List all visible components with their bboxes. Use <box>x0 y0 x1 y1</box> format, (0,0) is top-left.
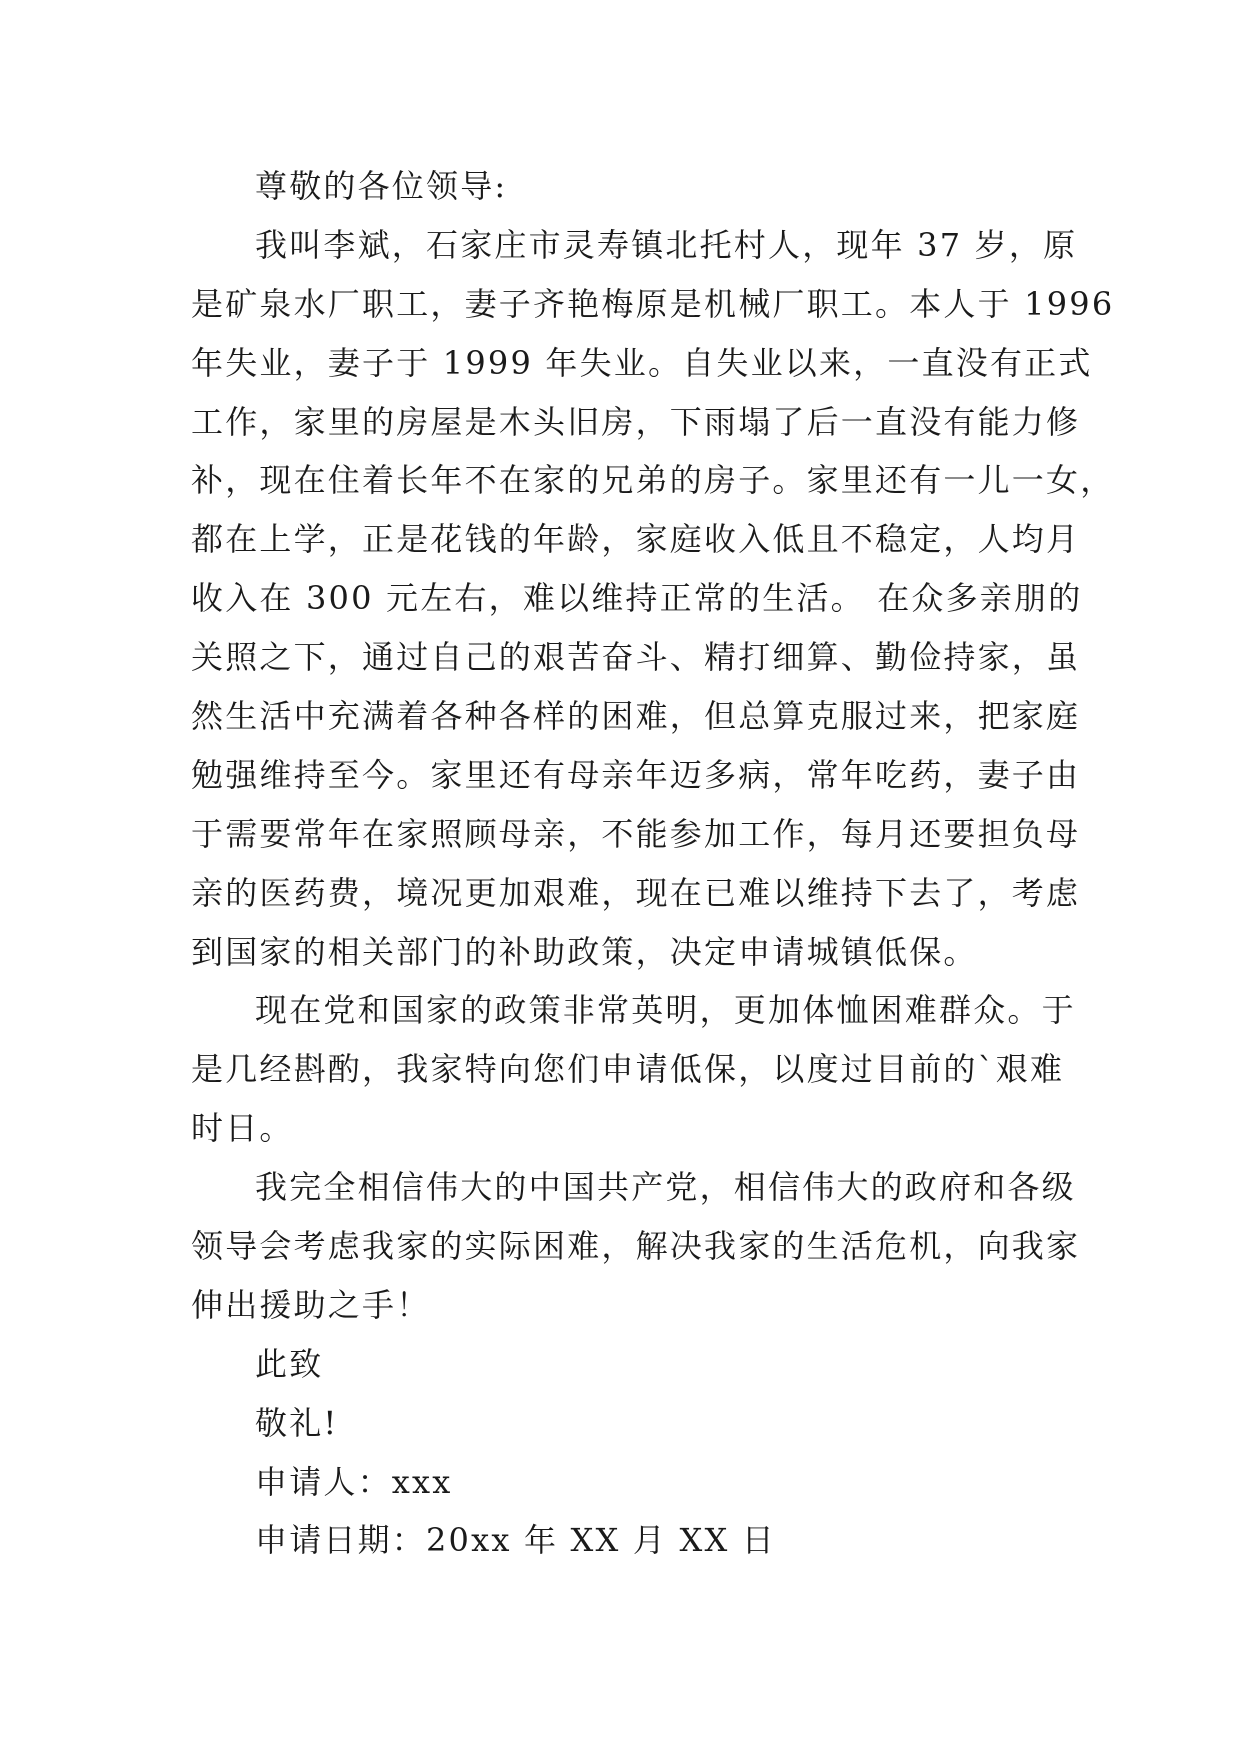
paragraph-line: 工作，家里的房屋是木头旧房，下雨塌了后一直没有能力修 <box>191 402 1081 441</box>
paragraph-line: 领导会考虑我家的实际困难，解决我家的生活危机，向我家 <box>191 1227 1081 1266</box>
paragraph-line: 年失业，妻子于 1999 年失业。自失业以来，一直没有正式 <box>191 343 1093 382</box>
paragraph-line: 到国家的相关部门的补助政策，决定申请城镇低保。 <box>191 932 978 971</box>
application-date: 申请日期：20xx 年 XX 月 XX 日 <box>255 1521 776 1560</box>
salutation: 尊敬的各位领导: <box>255 167 508 205</box>
closing-jingli: 敬礼! <box>255 1403 339 1442</box>
paragraph-line: 现在党和国家的政策非常英明，更加体恤困难群众。于 <box>255 991 1076 1030</box>
paragraph-line: 关照之下，通过自己的艰苦奋斗、精打细算、勤俭持家，虽 <box>191 638 1081 677</box>
paragraph-line: 亲的医药费，境况更加艰难，现在已难以维持下去了，考虑 <box>191 873 1081 912</box>
paragraph-line: 然生活中充满着各种各样的困难，但总算克服过来，把家庭 <box>191 697 1081 736</box>
paragraph-2 <box>191 981 1076 1158</box>
closing-zhici: 此致 <box>255 1344 324 1383</box>
applicant-signature: 申请人：xxx <box>255 1462 453 1501</box>
paragraph-line: 勉强维持至今。家里还有母亲年迈多病，常年吃药，妻子由 <box>191 755 1081 794</box>
paragraph-1 <box>191 216 1115 982</box>
paragraph-line: 于需要常年在家照顾母亲，不能参加工作，每月还要担负母 <box>191 814 1081 853</box>
paragraph-line: 收入在 300 元左右，难以维持正常的生活。 在众多亲朋的 <box>191 579 1083 618</box>
letter-body <box>191 157 1115 1570</box>
paragraph-3 <box>191 1158 1081 1335</box>
paragraph-line: 我完全相信伟大的中国共产党，相信伟大的政府和各级 <box>255 1168 1076 1207</box>
paragraph-line: 补，现在住着长年不在家的兄弟的房子。家里还有一儿一女， <box>191 461 1115 500</box>
paragraph-line: 都在上学，正是花钱的年龄，家庭收入低且不稳定，人均月 <box>191 520 1081 559</box>
paragraph-line: 我叫李斌，石家庄市灵寿镇北托村人，现年 37 岁，原 <box>255 225 1078 264</box>
paragraph-line: 伸出援助之手！ <box>191 1285 431 1324</box>
paragraph-line: 时日。 <box>191 1109 294 1148</box>
paragraph-line: 是矿泉水厂职工，妻子齐艳梅原是机械厂职工。本人于 1996 <box>191 284 1115 323</box>
paragraph-line: 是几经斟酌，我家特向您们申请低保，以度过目前的`艰难 <box>191 1050 1065 1089</box>
